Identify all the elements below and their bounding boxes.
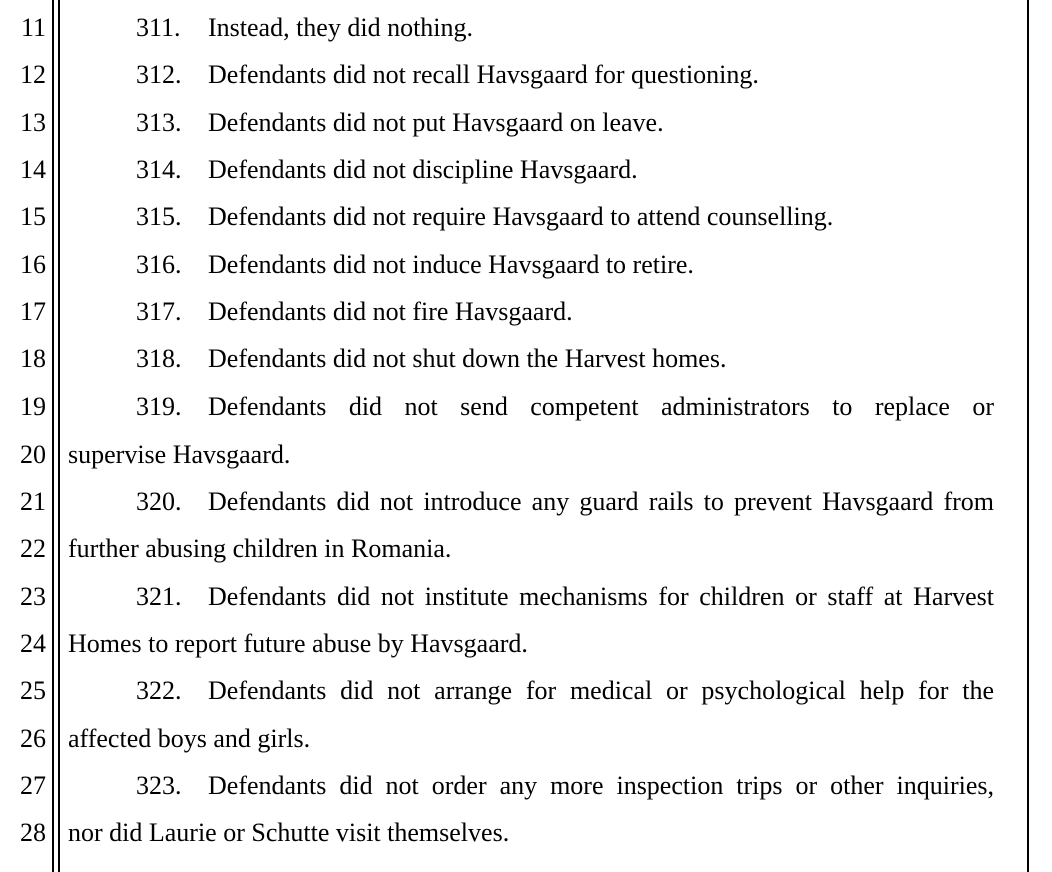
line-number: 25 bbox=[20, 676, 46, 705]
paragraph-number: 320. bbox=[136, 487, 182, 516]
left-margin-rule-inner bbox=[58, 0, 60, 872]
paragraph-number: 313. bbox=[136, 108, 182, 137]
line-number: 15 bbox=[20, 202, 46, 231]
paragraph-320-line-1 bbox=[68, 487, 994, 517]
left-margin-rule-outer bbox=[52, 0, 54, 872]
paragraph-text: Defendants did not discipline Havsgaard. bbox=[208, 155, 638, 184]
line-number: 17 bbox=[20, 297, 46, 326]
paragraph-311 bbox=[68, 13, 994, 43]
paragraph-text: Defendants did not shut down the Harvest homes. bbox=[208, 344, 727, 373]
paragraph-text: Defendants did not induce Havsgaard to retire. bbox=[208, 250, 694, 279]
paragraph-number: 314. bbox=[136, 155, 182, 184]
paragraph-319-line-2 bbox=[68, 440, 994, 470]
line-number: 26 bbox=[20, 724, 46, 753]
paragraph-321-line-2 bbox=[68, 629, 994, 659]
line-number: 20 bbox=[20, 440, 46, 469]
paragraph-text: Defendants did not fire Havsgaard. bbox=[208, 297, 573, 326]
paragraph-number: 311. bbox=[136, 13, 181, 42]
paragraph-number: 312. bbox=[136, 60, 182, 89]
paragraph-319-line-1 bbox=[68, 392, 994, 422]
paragraph-number: 316. bbox=[136, 250, 182, 279]
paragraph-number: 323. bbox=[136, 771, 182, 800]
line-number: 19 bbox=[20, 392, 46, 421]
paragraph-322-line-2 bbox=[68, 724, 994, 754]
paragraph-text: Defendants did not send competent administrators to replace or bbox=[208, 392, 994, 421]
paragraph-313 bbox=[68, 108, 994, 138]
paragraph-314 bbox=[68, 155, 994, 185]
paragraph-316 bbox=[68, 250, 994, 280]
line-number: 13 bbox=[20, 108, 46, 137]
line-number: 14 bbox=[20, 155, 46, 184]
paragraph-text: supervise Havsgaard. bbox=[68, 440, 291, 469]
paragraph-number: 317. bbox=[136, 297, 182, 326]
paragraph-text: further abusing children in Romania. bbox=[68, 534, 452, 563]
line-number: 21 bbox=[20, 487, 46, 516]
line-number: 23 bbox=[20, 582, 46, 611]
paragraph-323-line-2 bbox=[68, 818, 994, 848]
line-number: 28 bbox=[20, 818, 46, 847]
paragraph-text: Defendants did not require Havsgaard to attend counselling. bbox=[208, 202, 834, 231]
paragraph-text: affected boys and girls. bbox=[68, 724, 311, 753]
paragraph-text: Defendants did not order any more inspection trips or other inquiries, bbox=[208, 771, 994, 800]
paragraph-322-line-1 bbox=[68, 676, 994, 706]
line-number: 22 bbox=[20, 534, 46, 563]
right-margin-rule bbox=[1027, 0, 1029, 872]
paragraph-318 bbox=[68, 344, 994, 374]
paragraph-number: 321. bbox=[136, 582, 182, 611]
line-number: 18 bbox=[20, 344, 46, 373]
paragraph-text: Instead, they did nothing. bbox=[208, 13, 474, 42]
paragraph-number: 318. bbox=[136, 344, 182, 373]
paragraph-320-line-2 bbox=[68, 534, 994, 564]
paragraph-321-line-1 bbox=[68, 582, 994, 612]
paragraph-text: Defendants did not introduce any guard rails to prevent Havsgaard from bbox=[208, 487, 994, 516]
paragraph-315 bbox=[68, 202, 994, 232]
paragraph-text: Defendants did not recall Havsgaard for questioning. bbox=[208, 60, 759, 89]
paragraph-text: Defendants did not institute mechanisms for children or staff at Harvest bbox=[208, 582, 994, 611]
paragraph-number: 322. bbox=[136, 676, 182, 705]
paragraph-312 bbox=[68, 60, 994, 90]
line-number: 12 bbox=[20, 60, 46, 89]
paragraph-323-line-1 bbox=[68, 771, 994, 801]
line-number: 11 bbox=[20, 13, 46, 42]
line-number: 27 bbox=[20, 771, 46, 800]
line-number: 24 bbox=[20, 629, 46, 658]
paragraph-text: Defendants did not arrange for medical or psychological help for the bbox=[208, 676, 994, 705]
paragraph-number: 319. bbox=[136, 392, 182, 421]
paragraph-text: Defendants did not put Havsgaard on leave. bbox=[208, 108, 664, 137]
paragraph-317 bbox=[68, 297, 994, 327]
paragraph-text: Homes to report future abuse by Havsgaard. bbox=[68, 629, 528, 658]
paragraph-number: 315. bbox=[136, 202, 182, 231]
paragraph-text: nor did Laurie or Schutte visit themselves. bbox=[68, 818, 510, 847]
line-number: 16 bbox=[20, 250, 46, 279]
